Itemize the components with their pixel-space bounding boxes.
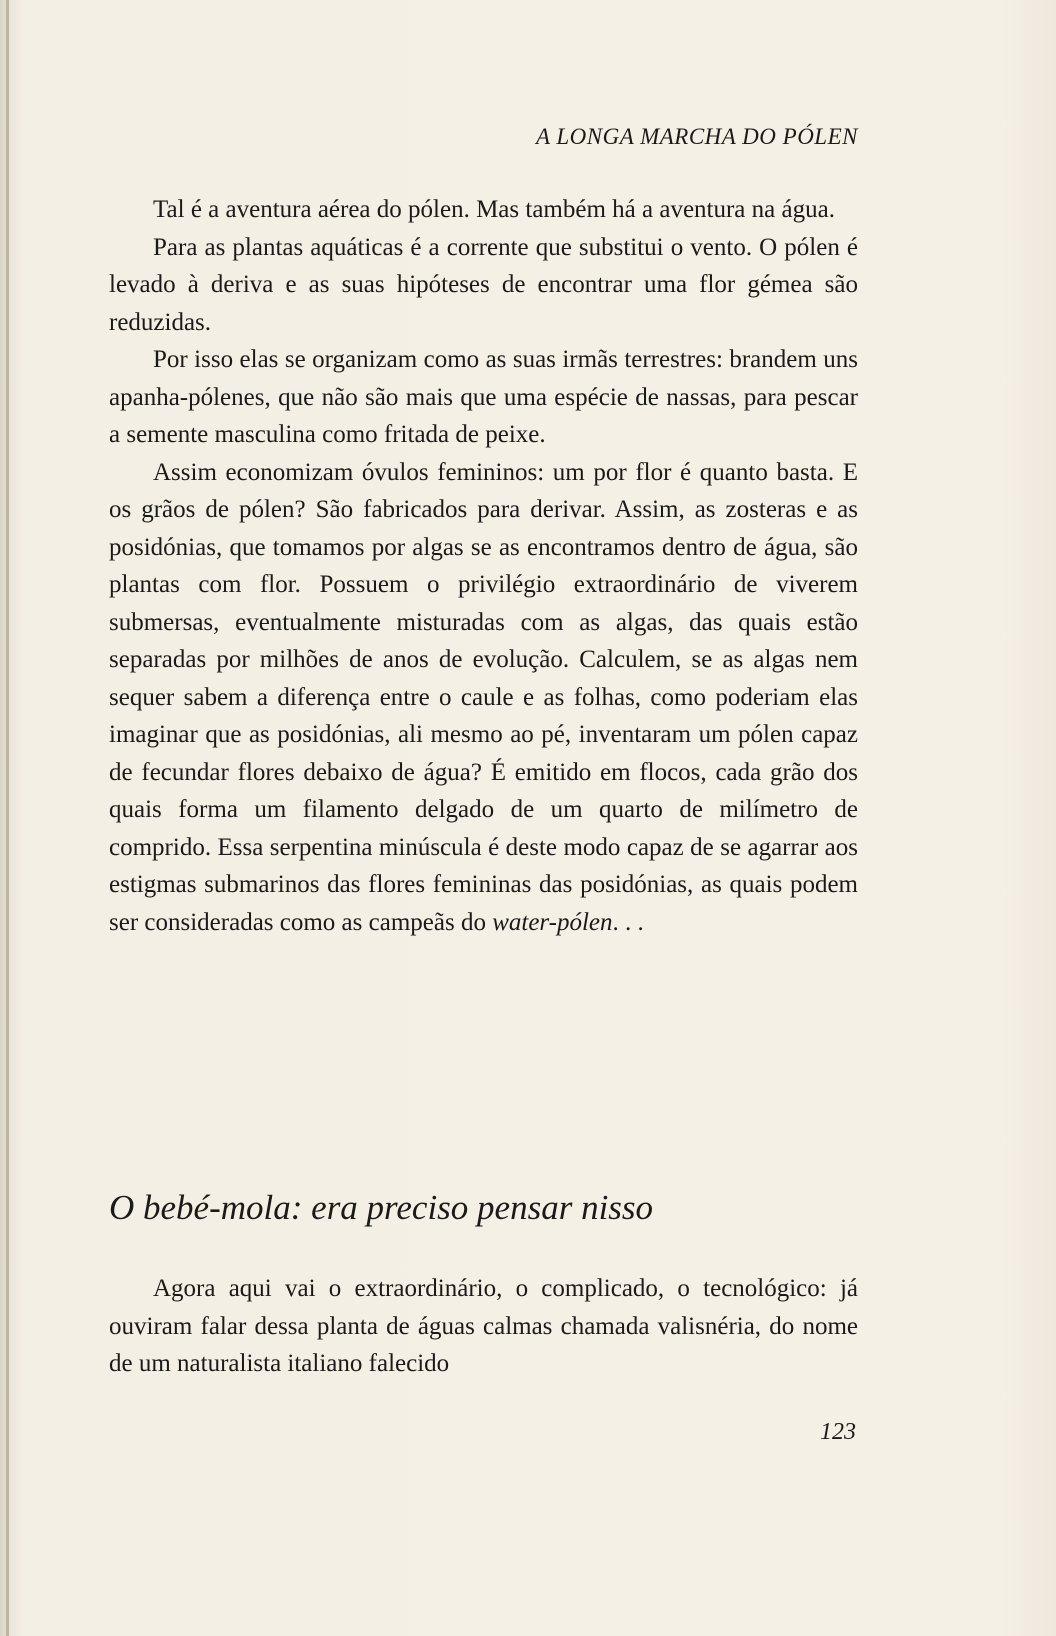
section-heading: O bebé-mola: era preciso pensar nisso xyxy=(109,1188,654,1227)
page-binding-edge xyxy=(6,0,9,1636)
paragraph: Para as plantas aquáticas é a corrente que substitui o vento. O pólen é levado à deriva e as suas hipóteses de encontrar uma flor gémea são reduzidas. xyxy=(109,233,858,336)
paragraph: Tal é a aventura aérea do pólen. Mas também há a aventura na água. xyxy=(153,196,835,223)
running-head: A LONGA MARCHA DO PÓLEN xyxy=(535,124,858,149)
paragraph: Por isso elas se organizam como as suas irmãs terrestres: brandem uns apanha-pólenes, que não são mais que uma espécie de nassas, para pescar a semente masculina como fritada de peixe. xyxy=(109,346,858,448)
section-paragraph: Agora aqui vai o extraordinário, o complicado, o tecnológico: já ouviram falar dessa planta de águas calmas chamada valisnéria, do nome de um naturalista italiano falecido xyxy=(109,1275,858,1377)
foreign-term: water-pólen xyxy=(492,908,613,936)
page-number: 123 xyxy=(820,1419,856,1445)
ellipsis: . . . xyxy=(612,908,644,936)
paragraph-text: Assim economizam óvulos femininos: um por flor é quanto basta. E os grãos de pólen? São fabricados para derivar. Assim, as zosteras e as posidónias, que tomamos por algas se as encontramos dentro de água, são plantas com flor. Possuem o privilégio extraordinário de viverem submersas, eventualmente misturadas com as algas, das quais estão separadas por milhões de anos de evolução. Calculem, se as algas nem sequer sabem a diferença entre o caule e as folhas, como poderiam elas imaginar que as posidónias, ali mesmo ao pé, inventaram um pólen capaz de fecundar flores debaixo de água? É emitido em flocos, cada grão dos quais forma um filamento delgado de um quarto de milímetro de comprido. Essa serpentina minúscula é deste modo capaz de se agarrar aos estigmas submarinos das flores femininas das posidónias, as quais podem ser consideradas como as campeãs do xyxy=(109,458,858,936)
paragraph-last xyxy=(109,454,858,942)
body-text xyxy=(109,191,858,941)
